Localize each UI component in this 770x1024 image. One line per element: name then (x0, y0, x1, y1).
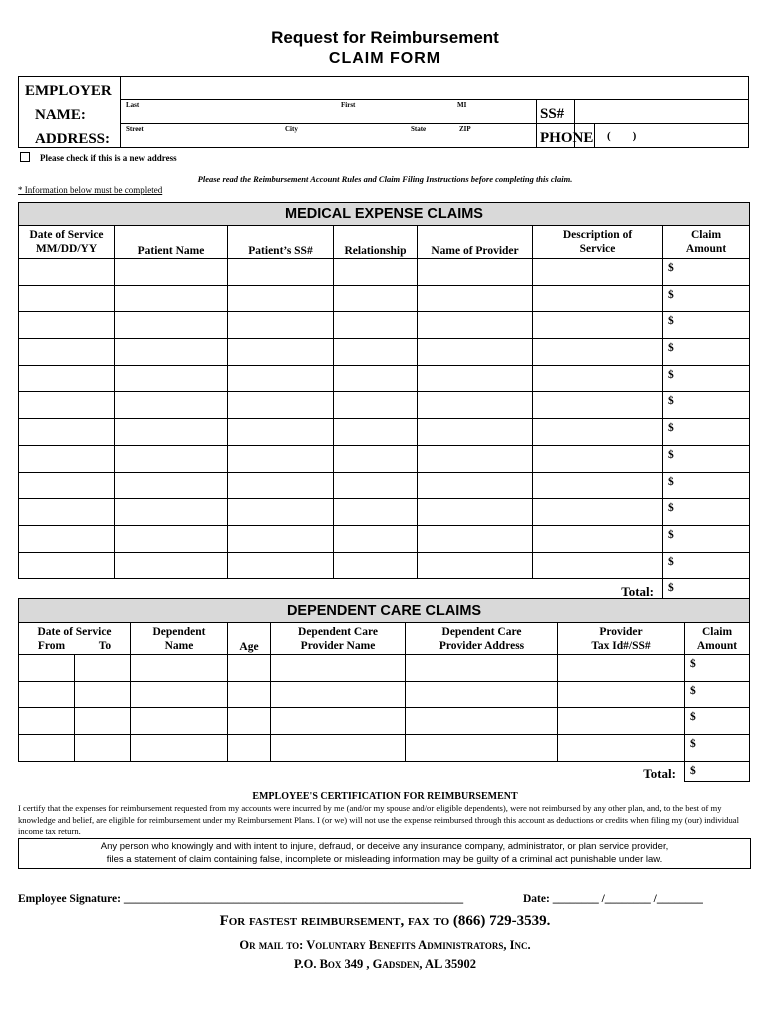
table-cell[interactable] (533, 285, 663, 312)
table-cell[interactable] (19, 365, 115, 392)
table-cell[interactable] (75, 735, 131, 762)
table-cell[interactable] (19, 285, 115, 312)
date-field[interactable]: Date: ________ /________ /________ (523, 893, 703, 905)
table-cell[interactable] (334, 339, 418, 366)
table-cell[interactable] (418, 472, 533, 499)
employer-block (18, 76, 749, 148)
employer-label: EMPLOYER (25, 83, 112, 99)
table-row (19, 655, 750, 682)
table-cell[interactable] (418, 419, 533, 446)
table-cell[interactable] (228, 419, 334, 446)
table-row (19, 312, 750, 339)
table-cell[interactable] (334, 365, 418, 392)
table-cell[interactable] (75, 655, 131, 682)
form-title: Request for Reimbursement (271, 28, 499, 47)
table-cell[interactable] (533, 339, 663, 366)
table-cell[interactable] (115, 499, 228, 526)
table-row (19, 472, 750, 499)
table-cell[interactable] (418, 499, 533, 526)
state-hint: State (411, 125, 427, 133)
patient-ss-header: Patient’s SS# (228, 226, 334, 259)
table-cell[interactable] (334, 525, 418, 552)
table-row (19, 339, 750, 366)
table-cell[interactable] (533, 499, 663, 526)
table-cell[interactable] (75, 708, 131, 735)
table-row (19, 285, 750, 312)
table-cell[interactable] (228, 681, 271, 708)
table-cell[interactable] (228, 472, 334, 499)
table-cell[interactable] (271, 655, 406, 682)
table-cell[interactable] (228, 339, 334, 366)
table-cell[interactable] (115, 419, 228, 446)
to-header: To (98, 639, 112, 652)
claim-amount-cell[interactable]: $ (663, 445, 750, 472)
claim-amount-cell[interactable]: $ (663, 525, 750, 552)
table-cell[interactable] (228, 735, 271, 762)
name-label: NAME: (35, 107, 86, 123)
table-cell[interactable] (131, 735, 228, 762)
claim-amount-cell[interactable]: $ (685, 735, 750, 762)
table-cell[interactable] (271, 708, 406, 735)
claim-amount-cell[interactable]: $ (663, 285, 750, 312)
table-cell[interactable] (558, 681, 685, 708)
table-cell[interactable] (228, 392, 334, 419)
table-cell[interactable] (131, 708, 228, 735)
form-subtitle: CLAIM FORM (328, 50, 442, 67)
claim-amount-cell[interactable]: $ (663, 499, 750, 526)
table-cell[interactable] (418, 339, 533, 366)
mail-line-1: Or mail to: Voluntary Benefits Administrators, Inc. (239, 938, 531, 952)
claim-amount-cell[interactable]: $ (663, 259, 750, 286)
table-cell[interactable] (533, 552, 663, 579)
phone-field[interactable]: ( ) (607, 130, 637, 142)
table-cell[interactable] (228, 285, 334, 312)
provider-tax-id-header: Provider Tax Id#/SS# (558, 623, 685, 655)
table-cell[interactable] (334, 392, 418, 419)
claim-amount-header: Claim Amount (663, 226, 750, 259)
claim-amount-cell[interactable]: $ (685, 655, 750, 682)
table-cell[interactable] (533, 259, 663, 286)
table-cell[interactable] (19, 735, 75, 762)
table-row (19, 552, 750, 579)
table-cell[interactable] (19, 312, 115, 339)
zip-hint: ZIP (459, 125, 471, 133)
mail-line-2: P.O. Box 349 , Gadsden, AL 35902 (293, 957, 476, 971)
table-cell[interactable] (19, 445, 115, 472)
relationship-header: Relationship (334, 226, 418, 259)
table-cell[interactable] (19, 339, 115, 366)
certification-text: I certify that the expenses for reimbursement requested from my accounts were incurred by me (and/or my spouse and/or eligible dependents), were not reimbursed by any other plan, and, to the best of my knowledge and belief, are eligible for reimbursement under my Reimbursement Plans. I (or we) will not use the expense reimbursed through this account as deductions or credits when filing my (our) individual income tax return. (18, 803, 739, 837)
table-cell[interactable] (19, 708, 75, 735)
claim-amount-cell[interactable]: $ (663, 552, 750, 579)
table-cell[interactable] (271, 681, 406, 708)
table-cell[interactable] (228, 445, 334, 472)
table-cell[interactable] (334, 285, 418, 312)
dependent-total-amount[interactable]: $ (685, 761, 750, 781)
table-cell[interactable] (115, 445, 228, 472)
phone-label: PHONE (540, 130, 594, 146)
table-cell[interactable] (228, 552, 334, 579)
claim-amount-header: Claim Amount (685, 623, 750, 655)
table-row (19, 499, 750, 526)
medical-heading: MEDICAL EXPENSE CLAIMS (19, 203, 750, 226)
street-hint: Street (126, 125, 144, 133)
table-cell[interactable] (115, 472, 228, 499)
table-cell[interactable] (115, 365, 228, 392)
city-hint: City (285, 125, 298, 133)
employee-signature-field[interactable]: Employee Signature: ___________________________________________________________ (18, 893, 464, 905)
table-row (19, 735, 750, 762)
medical-expense-table (18, 202, 750, 599)
table-cell[interactable] (19, 419, 115, 446)
table-cell[interactable] (19, 525, 115, 552)
dependent-total-label: Total: (643, 766, 676, 782)
table-cell[interactable] (19, 681, 75, 708)
table-cell[interactable] (115, 312, 228, 339)
fax-line: For fastest reimbursement, fax to (866) 729-3539. (219, 913, 551, 929)
claim-amount-cell[interactable]: $ (685, 681, 750, 708)
new-address-label: Please check if this is a new address (40, 153, 177, 163)
table-cell[interactable] (228, 655, 271, 682)
new-address-checkbox[interactable] (20, 152, 30, 162)
table-cell[interactable] (533, 445, 663, 472)
table-cell[interactable] (558, 655, 685, 682)
table-cell[interactable] (334, 419, 418, 446)
table-cell[interactable] (19, 499, 115, 526)
table-cell[interactable] (558, 708, 685, 735)
table-cell[interactable] (334, 552, 418, 579)
table-cell[interactable] (115, 525, 228, 552)
table-cell[interactable] (19, 259, 115, 286)
table-cell[interactable] (406, 681, 558, 708)
provider-address-header: Dependent Care Provider Address (406, 623, 558, 655)
table-cell[interactable] (418, 285, 533, 312)
table-cell[interactable] (418, 365, 533, 392)
table-cell[interactable] (19, 392, 115, 419)
table-cell[interactable] (533, 472, 663, 499)
table-cell[interactable] (228, 365, 334, 392)
table-cell[interactable] (228, 312, 334, 339)
table-cell[interactable] (115, 392, 228, 419)
table-cell[interactable] (334, 259, 418, 286)
patient-name-header: Patient Name (115, 226, 228, 259)
description-header: Description of Service (533, 226, 663, 259)
claim-amount-cell[interactable]: $ (685, 708, 750, 735)
info-note: * Information below must be completed (18, 185, 163, 195)
medical-total-label: Total: (621, 583, 654, 599)
table-cell[interactable] (334, 445, 418, 472)
table-row (19, 365, 750, 392)
table-cell[interactable] (406, 735, 558, 762)
table-cell[interactable] (418, 392, 533, 419)
fraud-warning-line-2: files a statement of claim containing false, incomplete or misleading information may be guilty of a criminal act punishable under law. (106, 853, 663, 865)
table-cell[interactable] (533, 525, 663, 552)
table-cell[interactable] (558, 735, 685, 762)
fraud-warning-box (18, 838, 751, 869)
table-cell[interactable] (418, 525, 533, 552)
ss-label: SS# (540, 106, 565, 122)
instructions-note: Please read the Reimbursement Account Rules and Claim Filing Instructions before completing this claim. (197, 174, 573, 184)
date-of-service-header: Date of Service From To (19, 623, 131, 655)
first-name-hint: First (341, 101, 356, 109)
from-header: From (37, 639, 66, 652)
table-cell[interactable] (406, 655, 558, 682)
table-cell[interactable] (334, 472, 418, 499)
table-cell[interactable] (533, 365, 663, 392)
dependent-care-table (18, 598, 750, 782)
claim-amount-cell[interactable]: $ (663, 312, 750, 339)
table-cell[interactable] (19, 472, 115, 499)
table-row (19, 445, 750, 472)
fraud-warning-line-1: Any person who knowingly and with intent to injure, defraud, or deceive any insurance company, administrator, or plan service provider, (100, 841, 669, 852)
middle-initial-hint: MI (457, 101, 467, 109)
table-cell[interactable] (19, 655, 75, 682)
medical-total-amount[interactable]: $ (663, 579, 750, 599)
table-cell[interactable] (228, 259, 334, 286)
table-row (19, 708, 750, 735)
table-cell[interactable] (131, 655, 228, 682)
table-cell[interactable] (228, 499, 334, 526)
dependent-name-header: Dependent Name (131, 623, 228, 655)
provider-name-header: Name of Provider (418, 226, 533, 259)
table-row (19, 525, 750, 552)
table-row (19, 392, 750, 419)
table-cell[interactable] (115, 259, 228, 286)
last-name-hint: Last (126, 101, 140, 109)
table-cell[interactable] (533, 419, 663, 446)
certification-heading: EMPLOYEE'S CERTIFICATION FOR REIMBURSEMENT (252, 791, 518, 802)
table-row (19, 259, 750, 286)
claim-amount-cell[interactable]: $ (663, 419, 750, 446)
table-cell[interactable] (406, 708, 558, 735)
address-label: ADDRESS: (35, 131, 111, 147)
claim-amount-cell[interactable]: $ (663, 339, 750, 366)
claim-amount-cell[interactable]: $ (663, 392, 750, 419)
date-of-service-header: Date of Service MM/DD/YY (19, 226, 115, 259)
table-cell[interactable] (418, 445, 533, 472)
table-cell[interactable] (334, 312, 418, 339)
provider-name-header: Dependent Care Provider Name (271, 623, 406, 655)
dependent-heading: DEPENDENT CARE CLAIMS (19, 599, 750, 623)
table-cell[interactable] (228, 525, 334, 552)
table-cell[interactable] (115, 339, 228, 366)
table-cell[interactable] (115, 552, 228, 579)
table-cell[interactable] (115, 285, 228, 312)
table-cell[interactable] (533, 312, 663, 339)
table-cell[interactable] (334, 499, 418, 526)
table-cell[interactable] (418, 259, 533, 286)
table-row (19, 681, 750, 708)
table-cell[interactable] (418, 552, 533, 579)
table-cell[interactable] (533, 392, 663, 419)
table-cell[interactable] (75, 681, 131, 708)
table-cell[interactable] (271, 735, 406, 762)
table-cell[interactable] (418, 312, 533, 339)
claim-amount-cell[interactable]: $ (663, 472, 750, 499)
table-cell[interactable] (19, 552, 115, 579)
table-cell[interactable] (131, 681, 228, 708)
claim-amount-cell[interactable]: $ (663, 365, 750, 392)
age-header: Age (228, 623, 271, 655)
table-row (19, 419, 750, 446)
table-cell[interactable] (228, 708, 271, 735)
